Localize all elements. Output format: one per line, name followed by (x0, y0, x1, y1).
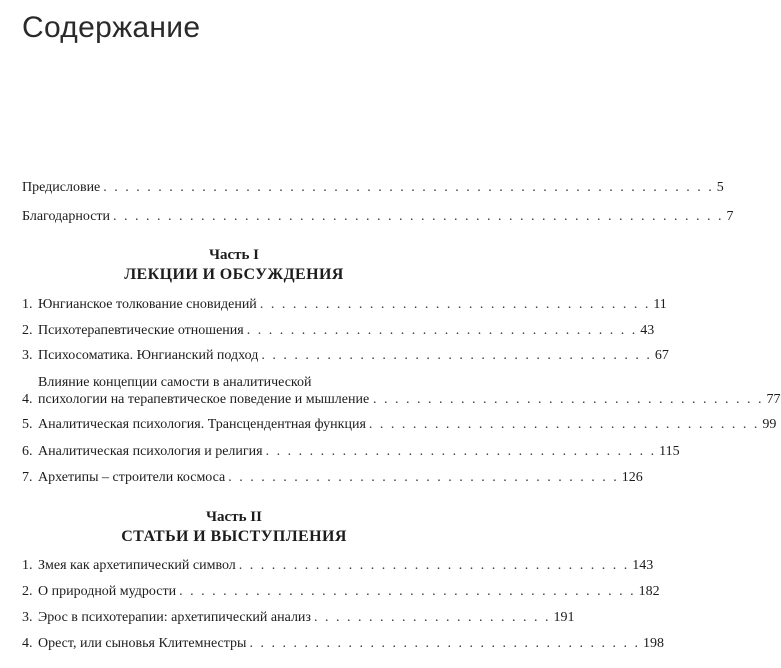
toc-entry-title: Влияние концепции самости в аналитической психологии на терапевтическое поведение и мышление (38, 375, 370, 407)
toc-entry-title: Эрос в психотерапии: архетипический анализ (38, 610, 311, 625)
toc-entry-number: 5. (22, 417, 33, 432)
leader-dots: . . . . . . . . . . . . . . . . . . . . . . . . . . . . . . . . . . . . . . . . . . . . . . . . . . . . . . . . (113, 209, 724, 224)
leader-dots: . . . . . . . . . . . . . . . . . . . . . . . . . . . . . . . . . . . . (249, 636, 640, 651)
leader-dots: . . . . . . . . . . . . . . . . . . . . . . . . . . . . . . . . . . . . (261, 348, 652, 363)
leader-dots: . . . . . . . . . . . . . . . . . . . . . . . . . . . . . . . . . . . . . . . . . . (179, 584, 636, 599)
leader-dots: . . . . . . . . . . . . . . . . . . . . . . . . . . . . . . . . . . . . (373, 392, 764, 407)
toc-page-number: 143 (632, 558, 654, 573)
toc-entry[interactable] (22, 296, 667, 313)
toc-entry-title: Архетипы – строители космоса (38, 470, 226, 485)
toc-entry-title: Аналитическая психология. Трансцендентная функция (38, 417, 366, 432)
part-label: Часть II (206, 509, 262, 525)
toc-entry[interactable] (22, 416, 777, 433)
toc-entry-title: О природной мудрости (38, 584, 177, 599)
toc-entry-title: Благодарности (22, 209, 111, 224)
toc-entry-title: Предисловие (22, 180, 101, 195)
toc-entry[interactable] (22, 469, 643, 486)
toc-entry[interactable] (22, 347, 669, 364)
toc-page-number: 115 (659, 444, 680, 459)
toc-page-number: 99 (762, 417, 777, 432)
toc-entry[interactable] (22, 443, 680, 460)
toc-entry-preface[interactable] (22, 179, 724, 196)
toc-page-number: 7 (726, 209, 734, 224)
leader-dots: . . . . . . . . . . . . . . . . . . . . . . (313, 610, 551, 625)
toc-page-number: 67 (654, 348, 669, 363)
toc-entry-number: 1. (22, 558, 33, 573)
toc-page-number: 43 (640, 323, 655, 338)
toc-entry[interactable] (22, 609, 575, 626)
toc-entry-number: 2. (22, 323, 33, 338)
toc-entry-acknowledgements[interactable] (22, 208, 734, 225)
leader-dots: . . . . . . . . . . . . . . . . . . . . . . . . . . . . . . . . . . . . (228, 470, 619, 485)
toc-page-number: 182 (638, 584, 660, 599)
page-title: Содержание (22, 11, 201, 44)
leader-dots: . . . . . . . . . . . . . . . . . . . . . . . . . . . . . . . . . . . . . . . . . . . . . . . . . . . . . . . . (103, 180, 714, 195)
toc-entry[interactable] (22, 322, 655, 339)
toc-page-number: 77 (766, 392, 781, 407)
toc-entry-number: 4. (22, 636, 33, 651)
toc-entry-title: Орест, или сыновья Клитемнестры (38, 636, 247, 651)
toc-entry[interactable] (22, 374, 781, 408)
toc-entry-title: Юнгианское толкование сновидений (38, 297, 257, 312)
toc-entry-number: 3. (22, 348, 33, 363)
toc-entry-title: Аналитическая психология и религия (38, 444, 263, 459)
toc-page-number: 5 (716, 180, 724, 195)
leader-dots: . . . . . . . . . . . . . . . . . . . . . . . . . . . . . . . . . . . . (238, 558, 630, 573)
toc-page-number: 126 (621, 470, 643, 485)
toc-entry[interactable] (22, 635, 664, 652)
part-title: ЛЕКЦИИ И ОБСУЖДЕНИЯ (124, 266, 344, 283)
part-label: Часть I (208, 247, 260, 263)
leader-dots: . . . . . . . . . . . . . . . . . . . . . . . . . . . . . . . . . . . . (259, 297, 651, 312)
toc-entry-title: Психосоматика. Юнгианский подход (38, 348, 259, 363)
toc-entry-number: 6. (22, 444, 33, 459)
toc-page-number: 11 (653, 297, 667, 312)
part-title: СТАТЬИ И ВЫСТУПЛЕНИЯ (121, 528, 347, 545)
toc-entry-number: 4. (22, 392, 33, 407)
leader-dots: . . . . . . . . . . . . . . . . . . . . . . . . . . . . . . . . . . . . (246, 323, 638, 338)
toc-entry-title: Психотерапевтические отношения (38, 323, 244, 338)
toc-entry-number: 7. (22, 470, 33, 485)
leader-dots: . . . . . . . . . . . . . . . . . . . . . . . . . . . . . . . . . . . . (265, 444, 657, 459)
leader-dots: . . . . . . . . . . . . . . . . . . . . . . . . . . . . . . . . . . . . (368, 417, 760, 432)
toc-entry-number: 1. (22, 297, 33, 312)
toc-entry-title: Змея как архетипический символ (38, 558, 236, 573)
toc-entry-number: 2. (22, 584, 33, 599)
toc-entry[interactable] (22, 583, 660, 600)
toc-page-number: 191 (553, 610, 575, 625)
toc-page-number: 198 (642, 636, 664, 651)
toc-entry[interactable] (22, 557, 654, 574)
toc-entry-number: 3. (22, 610, 33, 625)
